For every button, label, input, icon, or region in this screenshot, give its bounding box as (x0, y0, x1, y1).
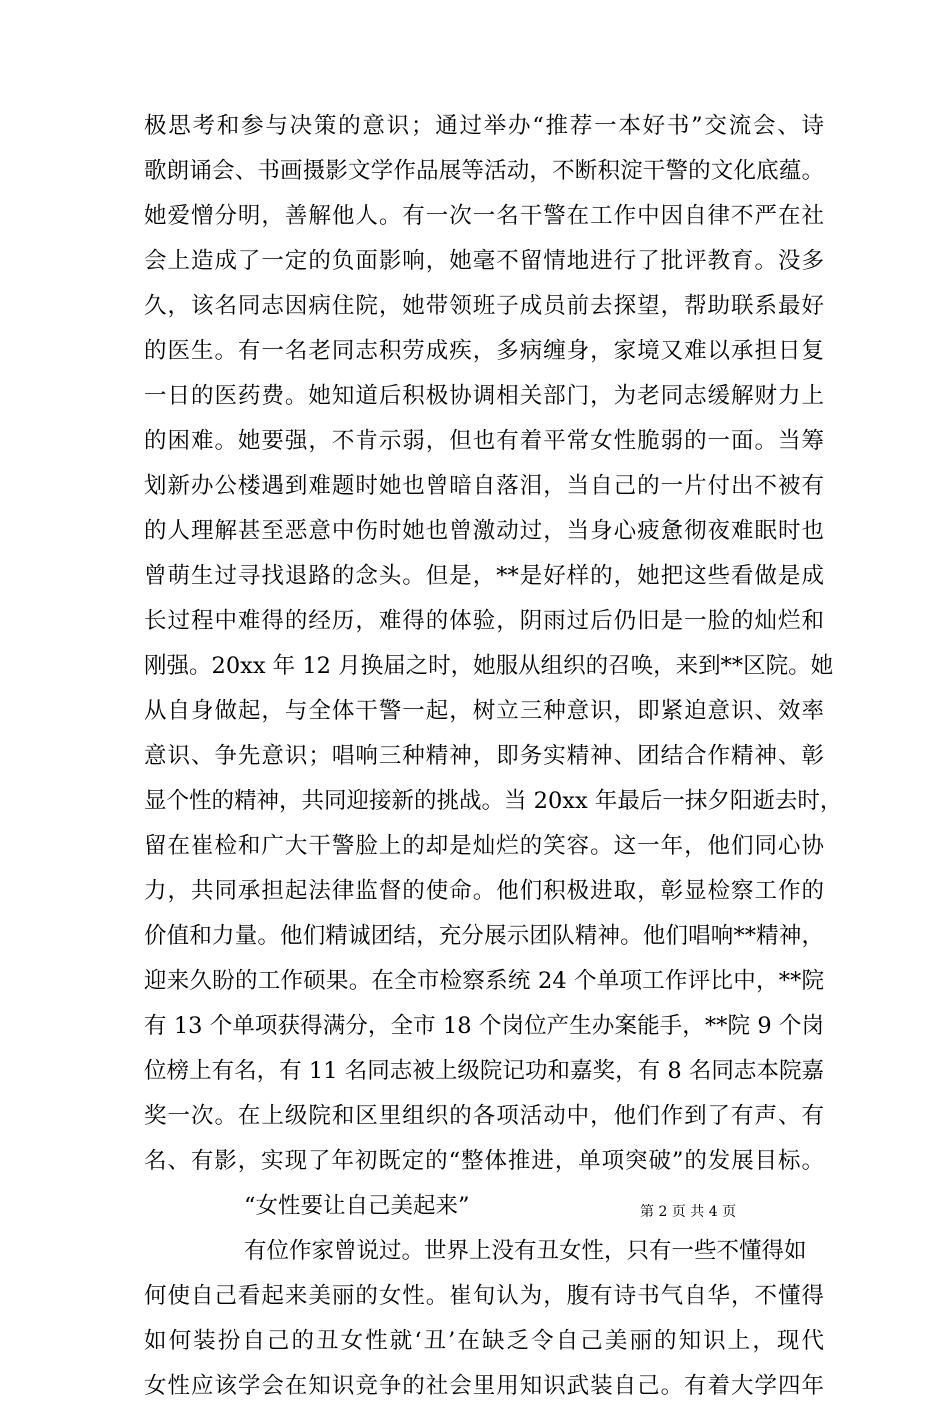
text-line: 何使自己看起来美丽的女性。崔旬认为，腹有诗书气自华，不懂得 (144, 1283, 824, 1309)
text-line: 意识、争先意识；唱响三种精神，即务实精神、团结合作精神、彰 (144, 743, 824, 769)
text-line: 力，共同承担起法律监督的使命。他们积极进取，彰显检察工作的 (144, 878, 824, 904)
text-line: 刚强。20xx 年 12 月换届之时，她服从组织的召唤，来到**区院。她 (144, 653, 834, 679)
text-line: 从自身做起，与全体干警一起，树立三种意识，即紧迫意识、效率 (144, 698, 824, 724)
text-line: 划新办公楼遇到难题时她也曾暗自落泪，当自己的一片付出不被有 (144, 473, 824, 499)
text-line: 久，该名同志因病住院，她带领班子成员前去探望，帮助联系最好 (144, 293, 824, 319)
text-line: 价值和力量。他们精诚团结，充分展示团队精神。他们唱响**精神， (144, 923, 824, 949)
text-line: 如何装扮自己的丑女性就‘丑’在缺乏令自己美丽的知识上，现代 (144, 1328, 824, 1354)
text-line: 有 13 个单项获得满分，全市 18 个岗位产生办案能手，**院 9 个岗 (144, 1013, 824, 1039)
text-line: 会上造成了一定的负面影响，她毫不留情地进行了批评教育。没多 (144, 248, 824, 274)
text-line: 名、有影，实现了年初既定的“整体推进，单项突破”的发展目标。 (144, 1148, 824, 1174)
text-line: 一日的医药费。她知道后积极协调相关部门，为老同志缓解财力上 (144, 383, 824, 409)
text-line: 位榜上有名，有 11 名同志被上级院记功和嘉奖，有 8 名同志本院嘉 (144, 1058, 824, 1084)
text-line: 长过程中难得的经历，难得的体验，阴雨过后仍旧是一脸的灿烂和 (144, 608, 824, 634)
text-line: 的困难。她要强，不肯示弱，但也有着平常女性脆弱的一面。当筹 (144, 428, 824, 454)
section-heading: “女性要让自己美起来” (244, 1193, 470, 1219)
text-line: 的人理解甚至恶意中伤时她也曾激动过，当身心疲惫彻夜难眠时也 (144, 518, 824, 544)
text-line: 她爱憎分明，善解他人。有一次一名干警在工作中因自律不严在社 (144, 203, 824, 229)
text-line: 曾萌生过寻找退路的念头。但是，**是好样的，她把这些看做是成 (144, 563, 824, 589)
text-line: 显个性的精神，共同迎接新的挑战。当 20xx 年最后一抹夕阳逝去时， (144, 788, 843, 814)
page-number: 第 2 页 共 4 页 (640, 1204, 737, 1220)
text-line: 歌朗诵会、书画摄影文学作品展等活动，不断积淀干警的文化底蕴。 (144, 158, 824, 184)
text-line: 留在崔检和广大干警脸上的却是灿烂的笑容。这一年，他们同心协 (144, 833, 824, 859)
paragraph-first-line: 有位作家曾说过。世界上没有丑女性，只有一些不懂得如 (244, 1238, 807, 1264)
text-line: 的医生。有一名老同志积劳成疾，多病缠身，家境又难以承担日复 (144, 338, 824, 364)
text-line: 极思考和参与决策的意识；通过举办“推荐一本好书”交流会、诗 (144, 113, 824, 139)
text-line: 迎来久盼的工作硕果。在全市检察系统 24 个单项工作评比中，**院 (144, 968, 824, 994)
text-line: 女性应该学会在知识竞争的社会里用知识武装自己。有着大学四年 (144, 1373, 824, 1399)
text-line: 奖一次。在上级院和区里组织的各项活动中，他们作到了有声、有 (144, 1103, 824, 1129)
